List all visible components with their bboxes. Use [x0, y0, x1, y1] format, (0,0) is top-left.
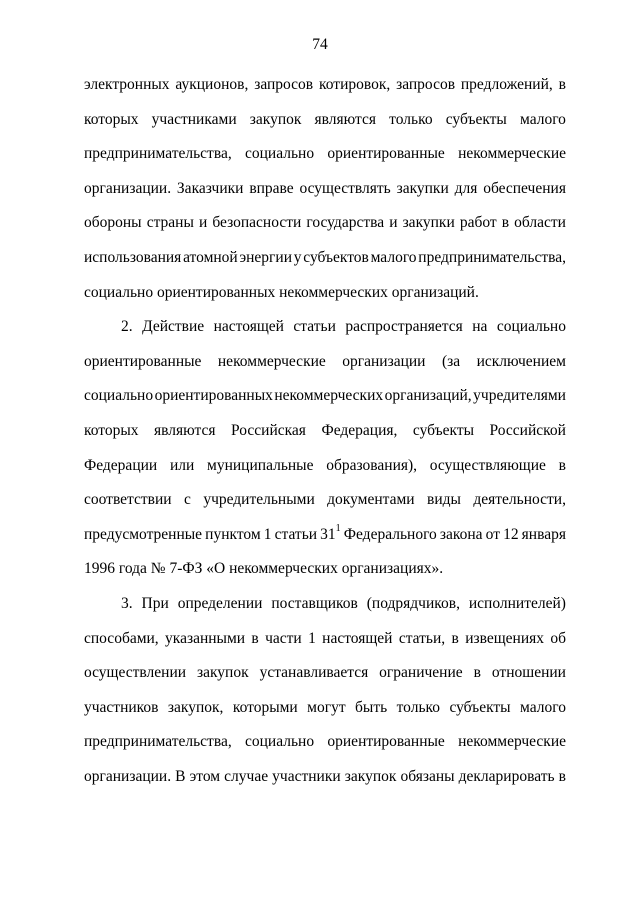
- word: государства: [306, 214, 385, 232]
- word: (за: [441, 352, 461, 370]
- word: участники: [272, 767, 341, 785]
- text-line: [84, 594, 566, 629]
- text-line-last: социально ориентированных некоммерческих организаций.: [84, 283, 479, 301]
- word: ограничение: [379, 664, 463, 682]
- word: закупок: [249, 110, 302, 128]
- word: декларировать: [458, 767, 555, 785]
- word: исполнителей): [468, 594, 566, 612]
- word: и: [389, 214, 398, 232]
- text-line: [84, 75, 566, 110]
- word: об: [550, 629, 566, 647]
- word: деятельности,: [473, 491, 566, 509]
- word: малого: [520, 698, 566, 716]
- word: 2.: [121, 318, 133, 336]
- word: социально: [496, 318, 566, 336]
- word: организации.: [84, 767, 172, 785]
- word: субъекты: [449, 698, 511, 716]
- word: обороны: [84, 214, 142, 232]
- word: аукционов,: [175, 76, 249, 93]
- word: настоящей: [213, 318, 284, 336]
- word: только: [389, 110, 433, 128]
- word: закупок: [196, 664, 249, 682]
- text-line: [84, 317, 566, 352]
- word: Российской: [489, 421, 566, 439]
- word: части: [265, 629, 302, 647]
- word: закупки: [402, 214, 455, 232]
- word: которыми: [232, 698, 298, 716]
- text-line: [84, 213, 566, 248]
- text-line: [84, 386, 566, 421]
- word: пунктом: [205, 525, 261, 543]
- text-line: [84, 144, 566, 179]
- word: только: [396, 698, 441, 716]
- word: закупок,: [167, 698, 224, 716]
- word: являются: [154, 421, 216, 439]
- word: области: [514, 214, 566, 232]
- word: от: [485, 525, 500, 543]
- word: Федерация,: [321, 421, 398, 439]
- body-text: [84, 75, 566, 801]
- word: организации.: [84, 179, 172, 197]
- word: статьи,: [398, 629, 446, 647]
- word: энергии: [239, 248, 293, 266]
- word: способами,: [84, 629, 159, 647]
- text-line: [84, 421, 566, 456]
- word: запросов: [396, 76, 456, 93]
- text-line: [84, 179, 566, 214]
- word: предложений,: [460, 76, 553, 93]
- page-number: 74: [312, 36, 328, 53]
- text-line: [84, 767, 566, 802]
- word: указанными: [165, 629, 246, 647]
- word: на: [472, 318, 488, 336]
- word: или: [169, 456, 195, 474]
- word: в: [558, 767, 566, 785]
- word: электронных: [84, 76, 170, 93]
- word: организаций,: [384, 387, 472, 405]
- word: При: [141, 594, 169, 612]
- word: участников: [84, 698, 159, 716]
- word: ориентированные: [84, 352, 202, 370]
- word: документами: [327, 491, 415, 509]
- word: в: [558, 76, 566, 93]
- word: случае: [224, 767, 269, 785]
- word: в: [473, 664, 481, 682]
- word: осуществляющие: [429, 456, 546, 474]
- word: настоящей: [322, 629, 393, 647]
- word: работ: [459, 214, 497, 232]
- word: в: [451, 629, 459, 647]
- word: в: [501, 214, 510, 232]
- word: некоммерческие: [458, 733, 566, 751]
- word: в: [558, 456, 566, 474]
- word: определении: [177, 594, 263, 612]
- word: Федерации: [84, 456, 158, 474]
- word: Российская: [231, 421, 306, 439]
- word: закупки: [396, 179, 449, 197]
- word: предпринимательства,: [418, 248, 566, 266]
- word: с: [184, 491, 191, 509]
- word: являются: [314, 110, 377, 128]
- word: учредительными: [203, 491, 315, 509]
- word: виды: [427, 491, 461, 509]
- paragraph-3: [84, 594, 566, 802]
- word: этом: [189, 767, 221, 785]
- word: некоммерческих: [274, 387, 384, 405]
- word: исключением: [476, 352, 566, 370]
- word: страны: [146, 214, 194, 232]
- word: соответствии: [84, 491, 172, 509]
- word: ориентированные: [327, 733, 445, 751]
- word: социально: [245, 733, 315, 751]
- word: малого: [520, 110, 566, 128]
- word: закона: [439, 525, 483, 543]
- word: отношении: [491, 664, 566, 682]
- word: социально: [245, 145, 315, 163]
- word: муниципальные: [207, 456, 314, 474]
- word: субъекты: [412, 421, 475, 439]
- word: безопасности: [212, 214, 302, 232]
- text-line: [84, 732, 566, 767]
- word: организации: [342, 352, 426, 370]
- text-line-last: 1996 года № 7-ФЗ «О некоммерческих организациях».: [84, 560, 444, 578]
- word: 1: [263, 525, 272, 543]
- paragraph-1: [84, 75, 566, 317]
- word: образования),: [326, 456, 418, 474]
- word: распространяется: [345, 318, 463, 336]
- word: Заказчики: [176, 179, 244, 197]
- word: атомной: [183, 248, 238, 266]
- word: котировок,: [319, 76, 391, 93]
- word: предусмотренные: [84, 525, 203, 543]
- word: быть: [355, 698, 388, 716]
- word: 3.: [121, 594, 133, 612]
- word: Федерального: [343, 525, 437, 543]
- word: предпринимательства,: [84, 145, 232, 163]
- text-line: [84, 110, 566, 145]
- word: участниками: [151, 110, 237, 128]
- word: в: [251, 629, 259, 647]
- word: закупок: [344, 767, 397, 785]
- word: поставщиков: [271, 594, 358, 612]
- word: запросов: [254, 76, 314, 93]
- text-line: [84, 663, 566, 698]
- word: 1: [308, 629, 316, 647]
- word: которых: [84, 110, 139, 128]
- word: ориентированные: [327, 145, 445, 163]
- word: социально: [84, 387, 154, 405]
- word: для: [454, 179, 478, 197]
- text-line: [84, 248, 566, 283]
- word: учредителями: [473, 387, 566, 405]
- word: субъекты: [445, 110, 507, 128]
- word: использования: [84, 248, 182, 266]
- word: обеспечения: [483, 179, 566, 197]
- text-line: [84, 456, 566, 491]
- text-line: [84, 629, 566, 664]
- word: предпринимательства,: [84, 733, 232, 751]
- word: которых: [84, 421, 139, 439]
- word: некоммерческие: [458, 145, 566, 163]
- word: устанавливается: [259, 664, 369, 682]
- word: $31^1$: [320, 522, 341, 543]
- word: извещениях: [465, 629, 544, 647]
- word: ориентированных: [154, 387, 273, 405]
- word: субъектов: [303, 248, 369, 266]
- word: малого: [370, 248, 417, 266]
- text-line: [84, 698, 566, 733]
- text-line: [84, 352, 566, 387]
- text-line: [84, 490, 566, 525]
- word: статьи: [293, 318, 336, 336]
- word: осуществлении: [84, 664, 187, 682]
- word: января: [521, 525, 566, 543]
- word: осуществлять: [299, 179, 391, 197]
- word: В: [175, 767, 186, 785]
- word: у: [293, 248, 302, 266]
- word: некоммерческие: [217, 352, 326, 370]
- word: статьи: [274, 525, 318, 543]
- text-line: [84, 522, 566, 560]
- word: вправе: [249, 179, 294, 197]
- word: обязаны: [400, 767, 455, 785]
- word: Действие: [142, 318, 205, 336]
- word: могут: [307, 698, 346, 716]
- word: и: [198, 214, 208, 232]
- word: (подрядчиков,: [366, 594, 460, 612]
- paragraph-2: [84, 317, 566, 594]
- word: 12: [503, 525, 519, 543]
